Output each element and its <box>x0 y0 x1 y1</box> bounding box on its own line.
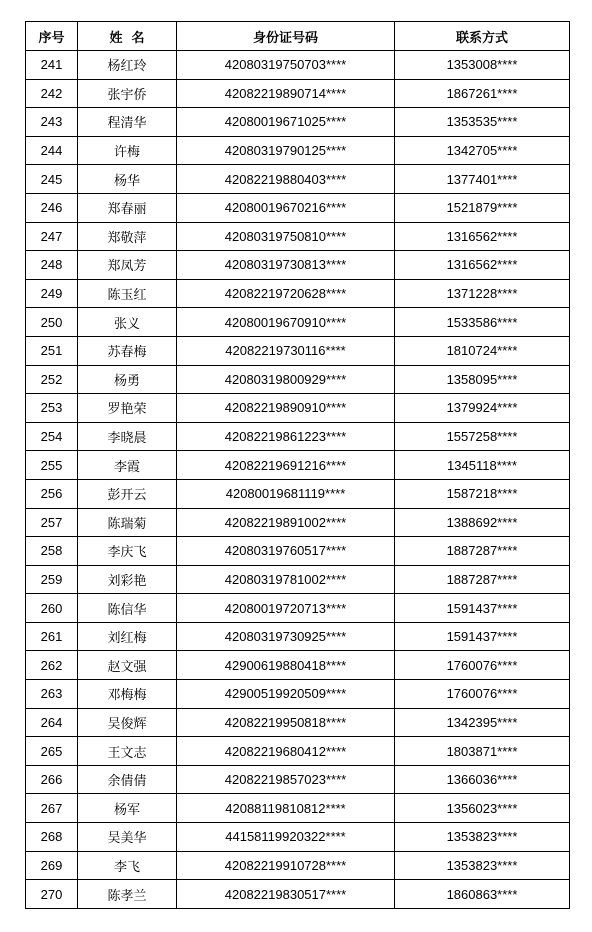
cell-name: 彭开云 <box>78 479 177 508</box>
cell-serial-number: 251 <box>26 336 78 365</box>
cell-serial-number: 269 <box>26 851 78 880</box>
cell-phone: 1345118**** <box>395 451 570 480</box>
cell-serial-number: 252 <box>26 365 78 394</box>
table-row <box>26 479 570 508</box>
cell-id-number: 42080319730925**** <box>177 622 395 651</box>
cell-name: 罗艳荣 <box>78 394 177 423</box>
cell-name: 赵文强 <box>78 651 177 680</box>
cell-id-number: 42082219950818**** <box>177 708 395 737</box>
table-row <box>26 708 570 737</box>
cell-phone: 1379924**** <box>395 394 570 423</box>
table-row <box>26 537 570 566</box>
cell-serial-number: 265 <box>26 737 78 766</box>
header-name: 姓 名 <box>78 22 177 51</box>
cell-id-number: 42082219861223**** <box>177 422 395 451</box>
table-row <box>26 193 570 222</box>
cell-phone: 1342395**** <box>395 708 570 737</box>
header-serial-number: 序号 <box>26 22 78 51</box>
cell-name: 苏春梅 <box>78 336 177 365</box>
cell-name: 郑敬萍 <box>78 222 177 251</box>
cell-serial-number: 242 <box>26 79 78 108</box>
table-row <box>26 336 570 365</box>
table-row <box>26 622 570 651</box>
header-id-number: 身份证号码 <box>177 22 395 51</box>
cell-name: 陈玉红 <box>78 279 177 308</box>
cell-id-number: 42900619880418**** <box>177 651 395 680</box>
cell-phone: 1760076**** <box>395 680 570 709</box>
cell-id-number: 42080319760517**** <box>177 537 395 566</box>
cell-phone: 1353535**** <box>395 108 570 137</box>
cell-name: 杨华 <box>78 165 177 194</box>
cell-name: 邓梅梅 <box>78 680 177 709</box>
cell-name: 余倩倩 <box>78 765 177 794</box>
cell-name: 李晓晨 <box>78 422 177 451</box>
table-row <box>26 308 570 337</box>
table-row <box>26 165 570 194</box>
cell-serial-number: 243 <box>26 108 78 137</box>
cell-serial-number: 257 <box>26 508 78 537</box>
cell-phone: 1316562**** <box>395 222 570 251</box>
table-row <box>26 880 570 909</box>
cell-phone: 1810724**** <box>395 336 570 365</box>
cell-name: 杨勇 <box>78 365 177 394</box>
cell-serial-number: 267 <box>26 794 78 823</box>
cell-phone: 1860863**** <box>395 880 570 909</box>
cell-serial-number: 246 <box>26 193 78 222</box>
table-row <box>26 51 570 80</box>
table-row <box>26 394 570 423</box>
cell-name: 陈孝兰 <box>78 880 177 909</box>
cell-serial-number: 256 <box>26 479 78 508</box>
cell-serial-number: 262 <box>26 651 78 680</box>
cell-name: 张宇侨 <box>78 79 177 108</box>
cell-id-number: 42082219880403**** <box>177 165 395 194</box>
cell-name: 郑春丽 <box>78 193 177 222</box>
table-row <box>26 251 570 280</box>
cell-serial-number: 254 <box>26 422 78 451</box>
cell-id-number: 42082219890714**** <box>177 79 395 108</box>
cell-phone: 1803871**** <box>395 737 570 766</box>
cell-serial-number: 249 <box>26 279 78 308</box>
cell-name: 王文志 <box>78 737 177 766</box>
cell-id-number: 42080019720713**** <box>177 594 395 623</box>
cell-serial-number: 253 <box>26 394 78 423</box>
cell-phone: 1887287**** <box>395 537 570 566</box>
cell-serial-number: 259 <box>26 565 78 594</box>
cell-phone: 1521879**** <box>395 193 570 222</box>
table-header <box>26 22 570 51</box>
cell-name: 李飞 <box>78 851 177 880</box>
header-row <box>26 22 570 51</box>
cell-id-number: 42082219857023**** <box>177 765 395 794</box>
cell-phone: 1353823**** <box>395 823 570 852</box>
cell-serial-number: 263 <box>26 680 78 709</box>
table-body <box>26 51 570 909</box>
cell-id-number: 42080319750703**** <box>177 51 395 80</box>
cell-name: 张义 <box>78 308 177 337</box>
cell-serial-number: 250 <box>26 308 78 337</box>
table-row <box>26 851 570 880</box>
cell-id-number: 42088119810812**** <box>177 794 395 823</box>
cell-name: 陈瑞菊 <box>78 508 177 537</box>
cell-id-number: 42080319800929**** <box>177 365 395 394</box>
cell-phone: 1342705**** <box>395 136 570 165</box>
cell-serial-number: 270 <box>26 880 78 909</box>
cell-name: 程清华 <box>78 108 177 137</box>
cell-phone: 1377401**** <box>395 165 570 194</box>
cell-name: 许梅 <box>78 136 177 165</box>
cell-phone: 1591437**** <box>395 594 570 623</box>
cell-name: 杨军 <box>78 794 177 823</box>
cell-serial-number: 258 <box>26 537 78 566</box>
cell-name: 陈信华 <box>78 594 177 623</box>
cell-name: 郑凤芳 <box>78 251 177 280</box>
table-row <box>26 651 570 680</box>
cell-id-number: 42082219890910**** <box>177 394 395 423</box>
cell-phone: 1557258**** <box>395 422 570 451</box>
cell-id-number: 42082219720628**** <box>177 279 395 308</box>
cell-phone: 1760076**** <box>395 651 570 680</box>
roster-table <box>25 21 570 909</box>
cell-id-number: 42080019681119**** <box>177 479 395 508</box>
table-row <box>26 365 570 394</box>
cell-phone: 1867261**** <box>395 79 570 108</box>
cell-phone: 1887287**** <box>395 565 570 594</box>
cell-phone: 1587218**** <box>395 479 570 508</box>
cell-phone: 1366036**** <box>395 765 570 794</box>
cell-phone: 1533586**** <box>395 308 570 337</box>
table-row <box>26 422 570 451</box>
cell-id-number: 42900519920509**** <box>177 680 395 709</box>
cell-serial-number: 255 <box>26 451 78 480</box>
table-row <box>26 508 570 537</box>
table-row <box>26 765 570 794</box>
cell-serial-number: 266 <box>26 765 78 794</box>
table-row <box>26 136 570 165</box>
cell-phone: 1356023**** <box>395 794 570 823</box>
cell-name: 李庆飞 <box>78 537 177 566</box>
cell-serial-number: 245 <box>26 165 78 194</box>
cell-id-number: 42080319750810**** <box>177 222 395 251</box>
cell-id-number: 42080019670216**** <box>177 193 395 222</box>
table-row <box>26 451 570 480</box>
cell-phone: 1591437**** <box>395 622 570 651</box>
header-contact: 联系方式 <box>395 22 570 51</box>
cell-phone: 1353008**** <box>395 51 570 80</box>
cell-serial-number: 268 <box>26 823 78 852</box>
cell-serial-number: 244 <box>26 136 78 165</box>
cell-phone: 1316562**** <box>395 251 570 280</box>
table-row <box>26 594 570 623</box>
cell-id-number: 42080019670910**** <box>177 308 395 337</box>
cell-id-number: 42082219891002**** <box>177 508 395 537</box>
cell-name: 刘彩艳 <box>78 565 177 594</box>
cell-phone: 1371228**** <box>395 279 570 308</box>
cell-serial-number: 261 <box>26 622 78 651</box>
table-row <box>26 737 570 766</box>
cell-name: 李霞 <box>78 451 177 480</box>
cell-name: 吴俊辉 <box>78 708 177 737</box>
cell-name: 杨红玲 <box>78 51 177 80</box>
cell-name: 吴美华 <box>78 823 177 852</box>
cell-serial-number: 241 <box>26 51 78 80</box>
cell-id-number: 42082219910728**** <box>177 851 395 880</box>
cell-id-number: 42080019671025**** <box>177 108 395 137</box>
table-row <box>26 680 570 709</box>
table-row <box>26 279 570 308</box>
cell-name: 刘红梅 <box>78 622 177 651</box>
cell-id-number: 42082219680412**** <box>177 737 395 766</box>
cell-id-number: 42082219691216**** <box>177 451 395 480</box>
cell-serial-number: 248 <box>26 251 78 280</box>
table-row <box>26 823 570 852</box>
cell-phone: 1388692**** <box>395 508 570 537</box>
cell-phone: 1358095**** <box>395 365 570 394</box>
table-row <box>26 108 570 137</box>
table-row <box>26 794 570 823</box>
cell-id-number: 42080319730813**** <box>177 251 395 280</box>
table-row <box>26 79 570 108</box>
table-row <box>26 222 570 251</box>
cell-id-number: 42080319790125**** <box>177 136 395 165</box>
cell-id-number: 42082219830517**** <box>177 880 395 909</box>
table-row <box>26 565 570 594</box>
cell-id-number: 44158119920322**** <box>177 823 395 852</box>
cell-serial-number: 247 <box>26 222 78 251</box>
cell-serial-number: 260 <box>26 594 78 623</box>
cell-id-number: 42082219730116**** <box>177 336 395 365</box>
cell-phone: 1353823**** <box>395 851 570 880</box>
cell-serial-number: 264 <box>26 708 78 737</box>
cell-id-number: 42080319781002**** <box>177 565 395 594</box>
